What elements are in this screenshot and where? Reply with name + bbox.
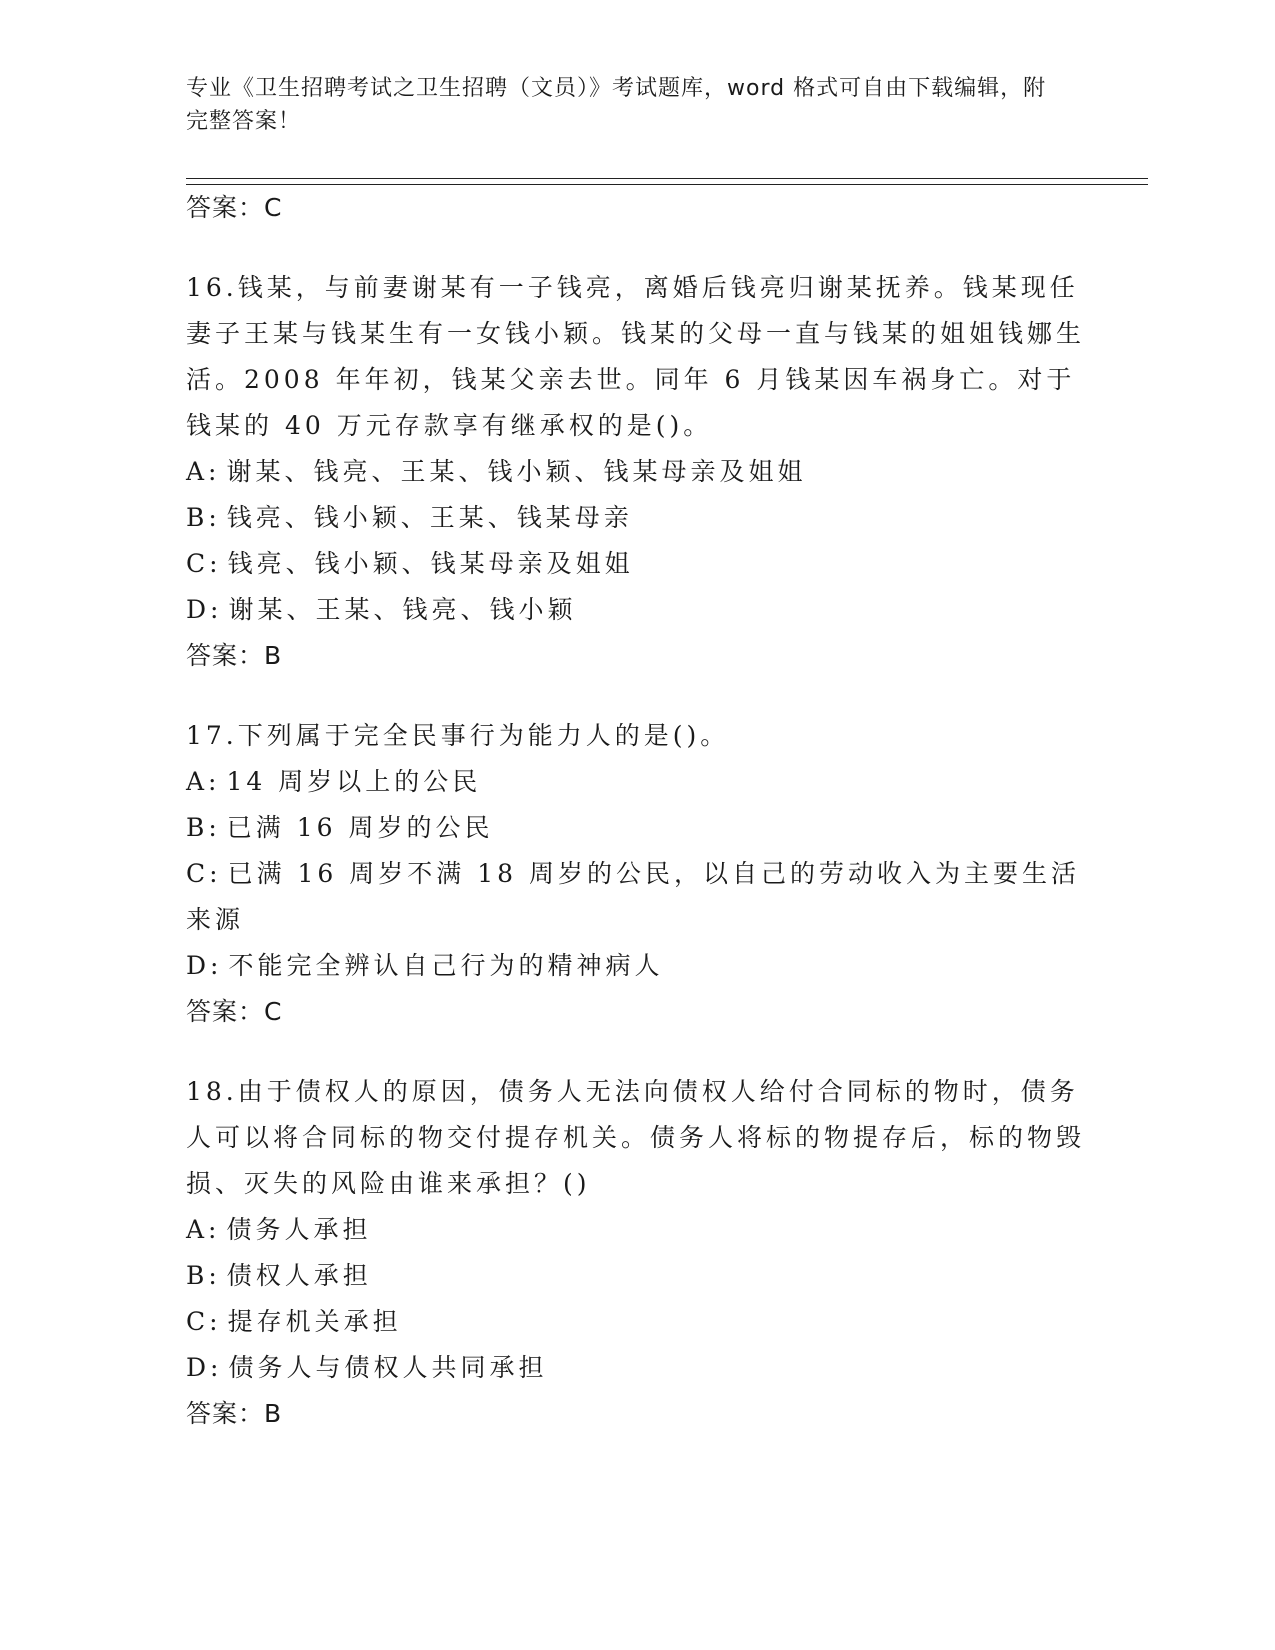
- option-line: [186, 851, 1086, 943]
- option-text: 提存机关承担: [227, 1307, 402, 1336]
- option-text: 已满 16 周岁的公民: [226, 813, 494, 842]
- question-text: 18.由于债权人的原因，债务人无法向债权人给付合同标的物时，债务人可以将合同标的物交付提存机关。债务人将标的物提存后，标的物毁损、灭失的风险由谁来承担？(): [186, 1077, 1086, 1198]
- option-label: D:: [186, 951, 223, 980]
- option-line: [186, 1299, 1086, 1345]
- question-text: 17.下列属于完全民事行为能力人的是()。: [186, 721, 730, 750]
- option-label: C:: [186, 549, 222, 578]
- option-text: 债权人承担: [226, 1261, 372, 1290]
- question-text: 16.钱某，与前妻谢某有一子钱亮，离婚后钱亮归谢某抚养。钱某现任妻子王某与钱某生有一女钱小颖。钱某的父母一直与钱某的姐姐钱娜生活。2008 年年初，钱某父亲去世。同年 6 月钱某因车祸身亡。对于钱某的 40 万元存款享有继承权的是()。: [186, 273, 1086, 440]
- question-list: [186, 185, 1086, 1437]
- spacer: [186, 679, 1086, 713]
- question-block: [186, 713, 1086, 1035]
- option-line: [186, 541, 1086, 587]
- option-text: 债务人与债权人共同承担: [228, 1353, 548, 1382]
- option-line: [186, 943, 1086, 989]
- header-rule-top: [186, 178, 1148, 179]
- option-line: [186, 587, 1086, 633]
- option-text: 谢某、王某、钱亮、钱小颖: [228, 595, 577, 624]
- option-line: [186, 805, 1086, 851]
- question-block: [186, 1069, 1086, 1437]
- option-label: C:: [186, 859, 222, 888]
- spacer: [186, 1035, 1086, 1069]
- option-text: 14 周岁以上的公民: [226, 767, 482, 796]
- option-text: 谢某、钱亮、王某、钱小颖、钱某母亲及姐姐: [226, 457, 807, 486]
- option-label: A:: [186, 1215, 221, 1244]
- option-text: 钱亮、钱小颖、王某、钱某母亲: [226, 503, 633, 532]
- answer-line: 答案：B: [186, 641, 283, 670]
- option-line: [186, 759, 1086, 805]
- option-label: D:: [186, 1353, 223, 1382]
- question-block: [186, 265, 1086, 679]
- option-line: [186, 495, 1086, 541]
- answer-line: 答案：B: [186, 1399, 283, 1428]
- option-label: D:: [186, 595, 223, 624]
- option-line: [186, 1207, 1086, 1253]
- option-label: B:: [186, 813, 221, 842]
- option-label: A:: [186, 767, 221, 796]
- option-text: 钱亮、钱小颖、钱某母亲及姐姐: [227, 549, 634, 578]
- option-text: 不能完全辨认自己行为的精神病人: [228, 951, 664, 980]
- option-text: 已满 16 周岁不满 18 周岁的公民，以自己的劳动收入为主要生活来源: [186, 859, 1080, 934]
- option-label: B:: [186, 503, 221, 532]
- option-line: [186, 1345, 1086, 1391]
- option-label: C:: [186, 1307, 222, 1336]
- answer-line: 答案：C: [186, 997, 283, 1026]
- document-header: 专业《卫生招聘考试之卫生招聘（文员）》考试题库，word 格式可自由下载编辑，附完整答案！: [186, 76, 1047, 134]
- option-line: [186, 1253, 1086, 1299]
- option-label: A:: [186, 457, 221, 486]
- spacer: [186, 231, 1086, 265]
- option-text: 债务人承担: [226, 1215, 372, 1244]
- option-line: [186, 449, 1086, 495]
- answer-line: 答案：C: [186, 193, 283, 222]
- option-label: B:: [186, 1261, 221, 1290]
